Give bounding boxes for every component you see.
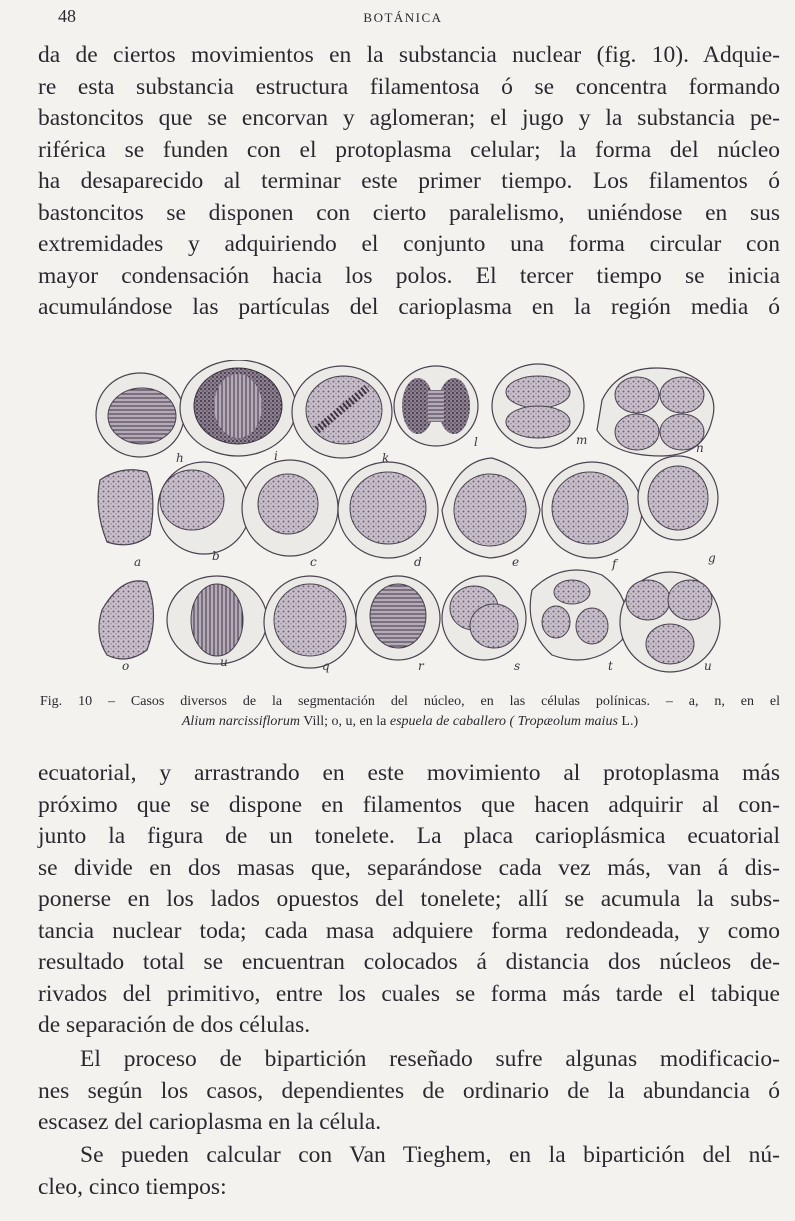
cell-k: [292, 366, 392, 458]
text-line: ecuatorial, y arrastrando en este movimiento al protoplasma más: [38, 760, 780, 786]
cell-r: [356, 576, 440, 660]
cell-i: [180, 360, 296, 456]
fig-label: t: [608, 659, 613, 673]
text-line: riférica se funden con el protoplasma celular; la forma del núcleo: [38, 136, 780, 163]
caption-line-2: [40, 712, 780, 732]
cell-q: [264, 576, 356, 668]
cell-t: [530, 570, 626, 660]
page-number: 48: [58, 6, 76, 26]
cell-g: [638, 456, 718, 540]
running-title: BOTÁNICA: [363, 10, 443, 25]
fig-label: o: [122, 659, 130, 673]
cell-d: [338, 462, 438, 558]
cell-m: [492, 364, 584, 448]
cell-u2: [620, 572, 720, 672]
text-line: bastoncitos que se encorvan y aglomeran; el jugo y la substancia pe-: [38, 105, 780, 131]
text-line: extremidades y adquiriendo el conjunto una forma circular con: [38, 231, 780, 257]
fig-label: b: [212, 549, 220, 563]
caption-line-1: [40, 692, 780, 712]
caption-text: Vill; o, u, en la: [299, 714, 390, 729]
fig-label: a: [134, 555, 142, 569]
text-line: resultado total se encuentran colocados á distancia dos núcleos de-: [38, 949, 780, 975]
text-line: bastoncitos se disponen con cierto paralelismo, uniéndose en sus: [38, 199, 780, 226]
text-line: cleo, cinco tiempos:: [38, 1173, 227, 1200]
fig-label: m: [576, 433, 588, 447]
fig-label: r: [418, 659, 424, 673]
paragraph-bottom: [38, 758, 780, 1042]
figure-10-illustration: [92, 360, 724, 680]
fig-label: h: [176, 451, 184, 465]
text-line: re esta substancia estructura filamentosa ó se concentra formando: [38, 73, 780, 100]
text-line: próximo que se dispone en filamentos que hacen adquirir al con-: [38, 791, 780, 818]
fig-label: c: [310, 555, 317, 569]
paragraph-top: [38, 40, 780, 324]
text-line: da de ciertos movimientos en la substancia nuclear (fig. 10). Adquie-: [38, 42, 780, 68]
text-line: rivados del primitivo, entre los cuales se forma más tarde el tabique: [38, 980, 780, 1007]
text-line: tancia nuclear toda; cada masa adquiere forma redondeada, y como: [38, 917, 780, 944]
paragraph-3: [38, 1140, 780, 1203]
fig-label: i: [274, 449, 278, 463]
fig-label: g: [708, 551, 716, 565]
text-line: acumulándose las partículas del carioplasma en la región media ó: [38, 294, 780, 320]
fig-label: q: [322, 659, 330, 673]
cell-s: [442, 576, 526, 660]
cell-o: [99, 581, 154, 659]
text-line: Se pueden calcular con Van Tieghem, en la bipartición del nú-: [80, 1142, 780, 1168]
cell-c: [242, 460, 338, 556]
fig-label: f: [612, 557, 617, 571]
cell-division-drawing: [92, 360, 724, 680]
cell-h: [96, 373, 184, 457]
text-line: nes según los casos, dependientes de ordinario de la abundancia ó: [38, 1077, 780, 1104]
page-header: [58, 6, 748, 32]
caption-fig-number: Fig. 10: [40, 694, 93, 709]
cell-a: [98, 470, 153, 545]
text-line: junto la figura de un tonelete. La placa carioplásmica ecuatorial: [38, 823, 780, 849]
fig-label: d: [414, 555, 422, 569]
text-line: de separación de dos células.: [38, 1012, 311, 1038]
caption-species: espuela de caballero ( Tropæolum maius: [389, 714, 618, 729]
fig-label: k: [382, 451, 390, 465]
text-line: mayor condensación hacia los polos. El tercer tiempo se inicia: [38, 262, 780, 289]
cell-l: [394, 366, 478, 446]
text-line: ponerse en los lados opuestos del tonelete; allí se acumula la subs-: [38, 886, 780, 912]
figure-caption: [40, 692, 780, 732]
fig-label: u: [220, 655, 228, 669]
fig-label: s: [514, 659, 521, 673]
caption-text: L.): [617, 714, 639, 729]
paragraph-2: [38, 1044, 780, 1139]
caption-species: Alium narcissiflorum: [181, 714, 300, 729]
text-line: ha desaparecido al terminar este primer tiempo. Los filamentos ó: [38, 168, 780, 194]
fig-label: n: [696, 441, 704, 455]
caption-text: – Casos diversos de la segmentación del núcleo, en las células polínicas. – a, n, en el: [108, 694, 780, 709]
fig-label: e: [512, 555, 520, 569]
cell-f: [542, 462, 642, 558]
text-line: se divide en dos masas que, separándose cada vez más, van á dis-: [38, 854, 780, 881]
fig-label: l: [474, 435, 478, 449]
cell-u1: [167, 576, 267, 664]
cell-b: [158, 462, 250, 554]
cell-e: [442, 458, 540, 558]
text-line: El proceso de bipartición reseñado sufre algunas modificacio-: [80, 1046, 780, 1072]
fig-label: u: [704, 659, 712, 673]
text-line: escasez del carioplasma en la célula.: [38, 1109, 382, 1135]
